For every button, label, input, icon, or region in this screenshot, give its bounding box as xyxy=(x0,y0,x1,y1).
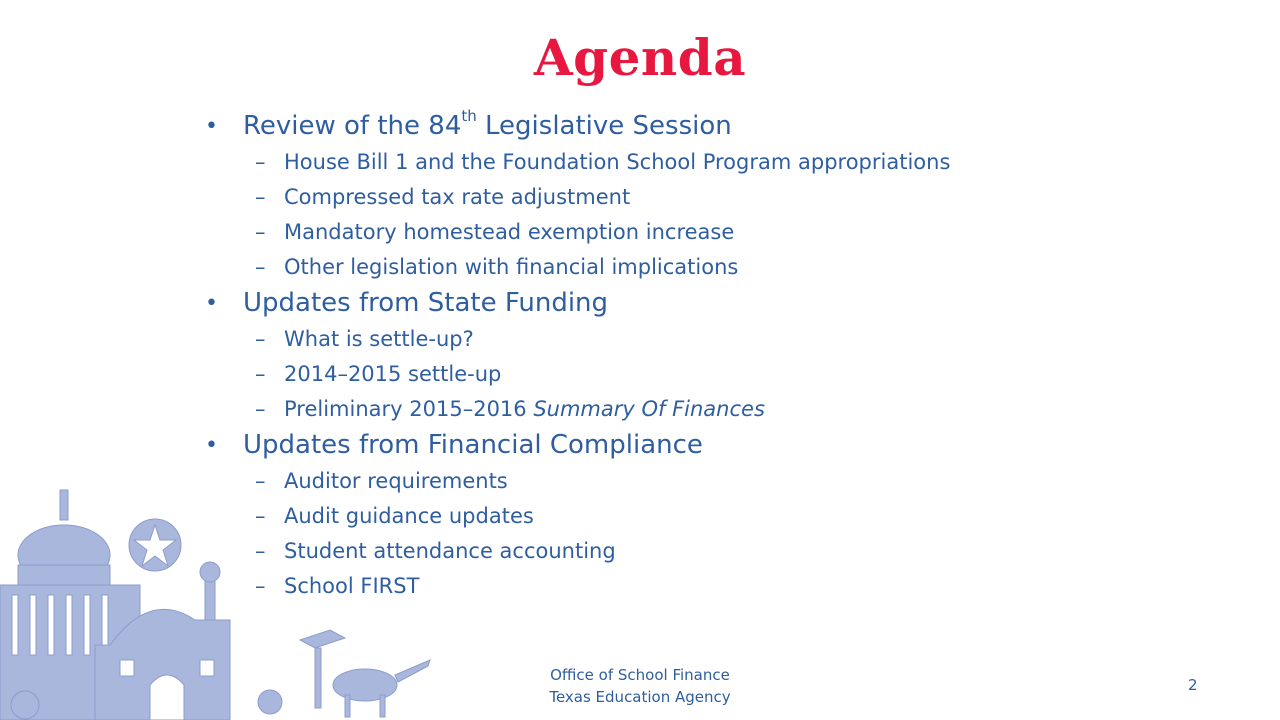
dash-glyph: – xyxy=(255,469,266,493)
section-label: Updates from State Funding xyxy=(243,288,609,318)
subitem-label: Other legislation with financial implications xyxy=(284,255,739,279)
oil-pump xyxy=(300,630,345,648)
dash-glyph: – xyxy=(255,150,266,174)
agenda-subitem xyxy=(205,357,1205,392)
agenda-section-legislative xyxy=(205,108,1205,145)
page-number: 2 xyxy=(1188,676,1198,694)
slide-title: Agenda xyxy=(533,28,747,87)
dash-glyph: – xyxy=(255,220,266,244)
agenda-subitem xyxy=(205,464,1205,499)
subitem-label: 2014–2015 settle-up xyxy=(284,362,502,386)
agenda-subitem xyxy=(205,322,1205,357)
subitem-label: Mandatory homestead exemption increase xyxy=(284,220,735,244)
subitem-label-italic: Summary Of Finances xyxy=(533,397,765,421)
footer-agency: Texas Education Agency xyxy=(549,688,731,706)
longhorn xyxy=(333,669,397,701)
subitem-label: Student attendance accounting xyxy=(284,539,616,563)
agenda-list xyxy=(205,108,1205,604)
slide-footer xyxy=(520,664,760,708)
agenda-subitem xyxy=(205,180,1205,215)
agenda-section-financial-compliance xyxy=(205,427,1205,464)
agenda-section-state-funding xyxy=(205,285,1205,322)
agenda-subitem xyxy=(205,215,1205,250)
capitol-spire xyxy=(60,490,68,520)
subitem-label-prefix: Preliminary 2015–2016 xyxy=(284,397,534,421)
bullet-glyph: • xyxy=(205,291,218,316)
subitem-label: House Bill 1 and the Foundation School Program appropriations xyxy=(284,150,951,174)
dash-glyph: – xyxy=(255,574,266,598)
bullet-glyph: • xyxy=(205,433,218,458)
subitem-label: What is settle-up? xyxy=(284,327,474,351)
section-label-suffix: Legislative Session xyxy=(476,111,732,141)
section-label: Updates from Financial Compliance xyxy=(243,430,703,460)
agenda-subitem xyxy=(205,534,1205,569)
footer-office: Office of School Finance xyxy=(550,666,730,684)
dash-glyph: – xyxy=(255,504,266,528)
section-label-prefix: Review of the 84 xyxy=(243,111,462,141)
dash-glyph: – xyxy=(255,362,266,386)
agenda-subitem xyxy=(205,392,1205,427)
subitem-label: School FIRST xyxy=(284,574,420,598)
section-label-superscript: th xyxy=(461,107,477,126)
agenda-subitem xyxy=(205,145,1205,180)
dash-glyph: – xyxy=(255,185,266,209)
agenda-subitem xyxy=(205,569,1205,604)
dash-glyph: – xyxy=(255,397,266,421)
bullet-glyph: • xyxy=(205,114,218,139)
dash-glyph: – xyxy=(255,255,266,279)
agenda-subitem xyxy=(205,250,1205,285)
agenda-subitem xyxy=(205,499,1205,534)
subitem-label: Audit guidance updates xyxy=(284,504,534,528)
subitem-label: Compressed tax rate adjustment xyxy=(284,185,631,209)
dash-glyph: – xyxy=(255,327,266,351)
dash-glyph: – xyxy=(255,539,266,563)
subitem-label: Auditor requirements xyxy=(284,469,508,493)
